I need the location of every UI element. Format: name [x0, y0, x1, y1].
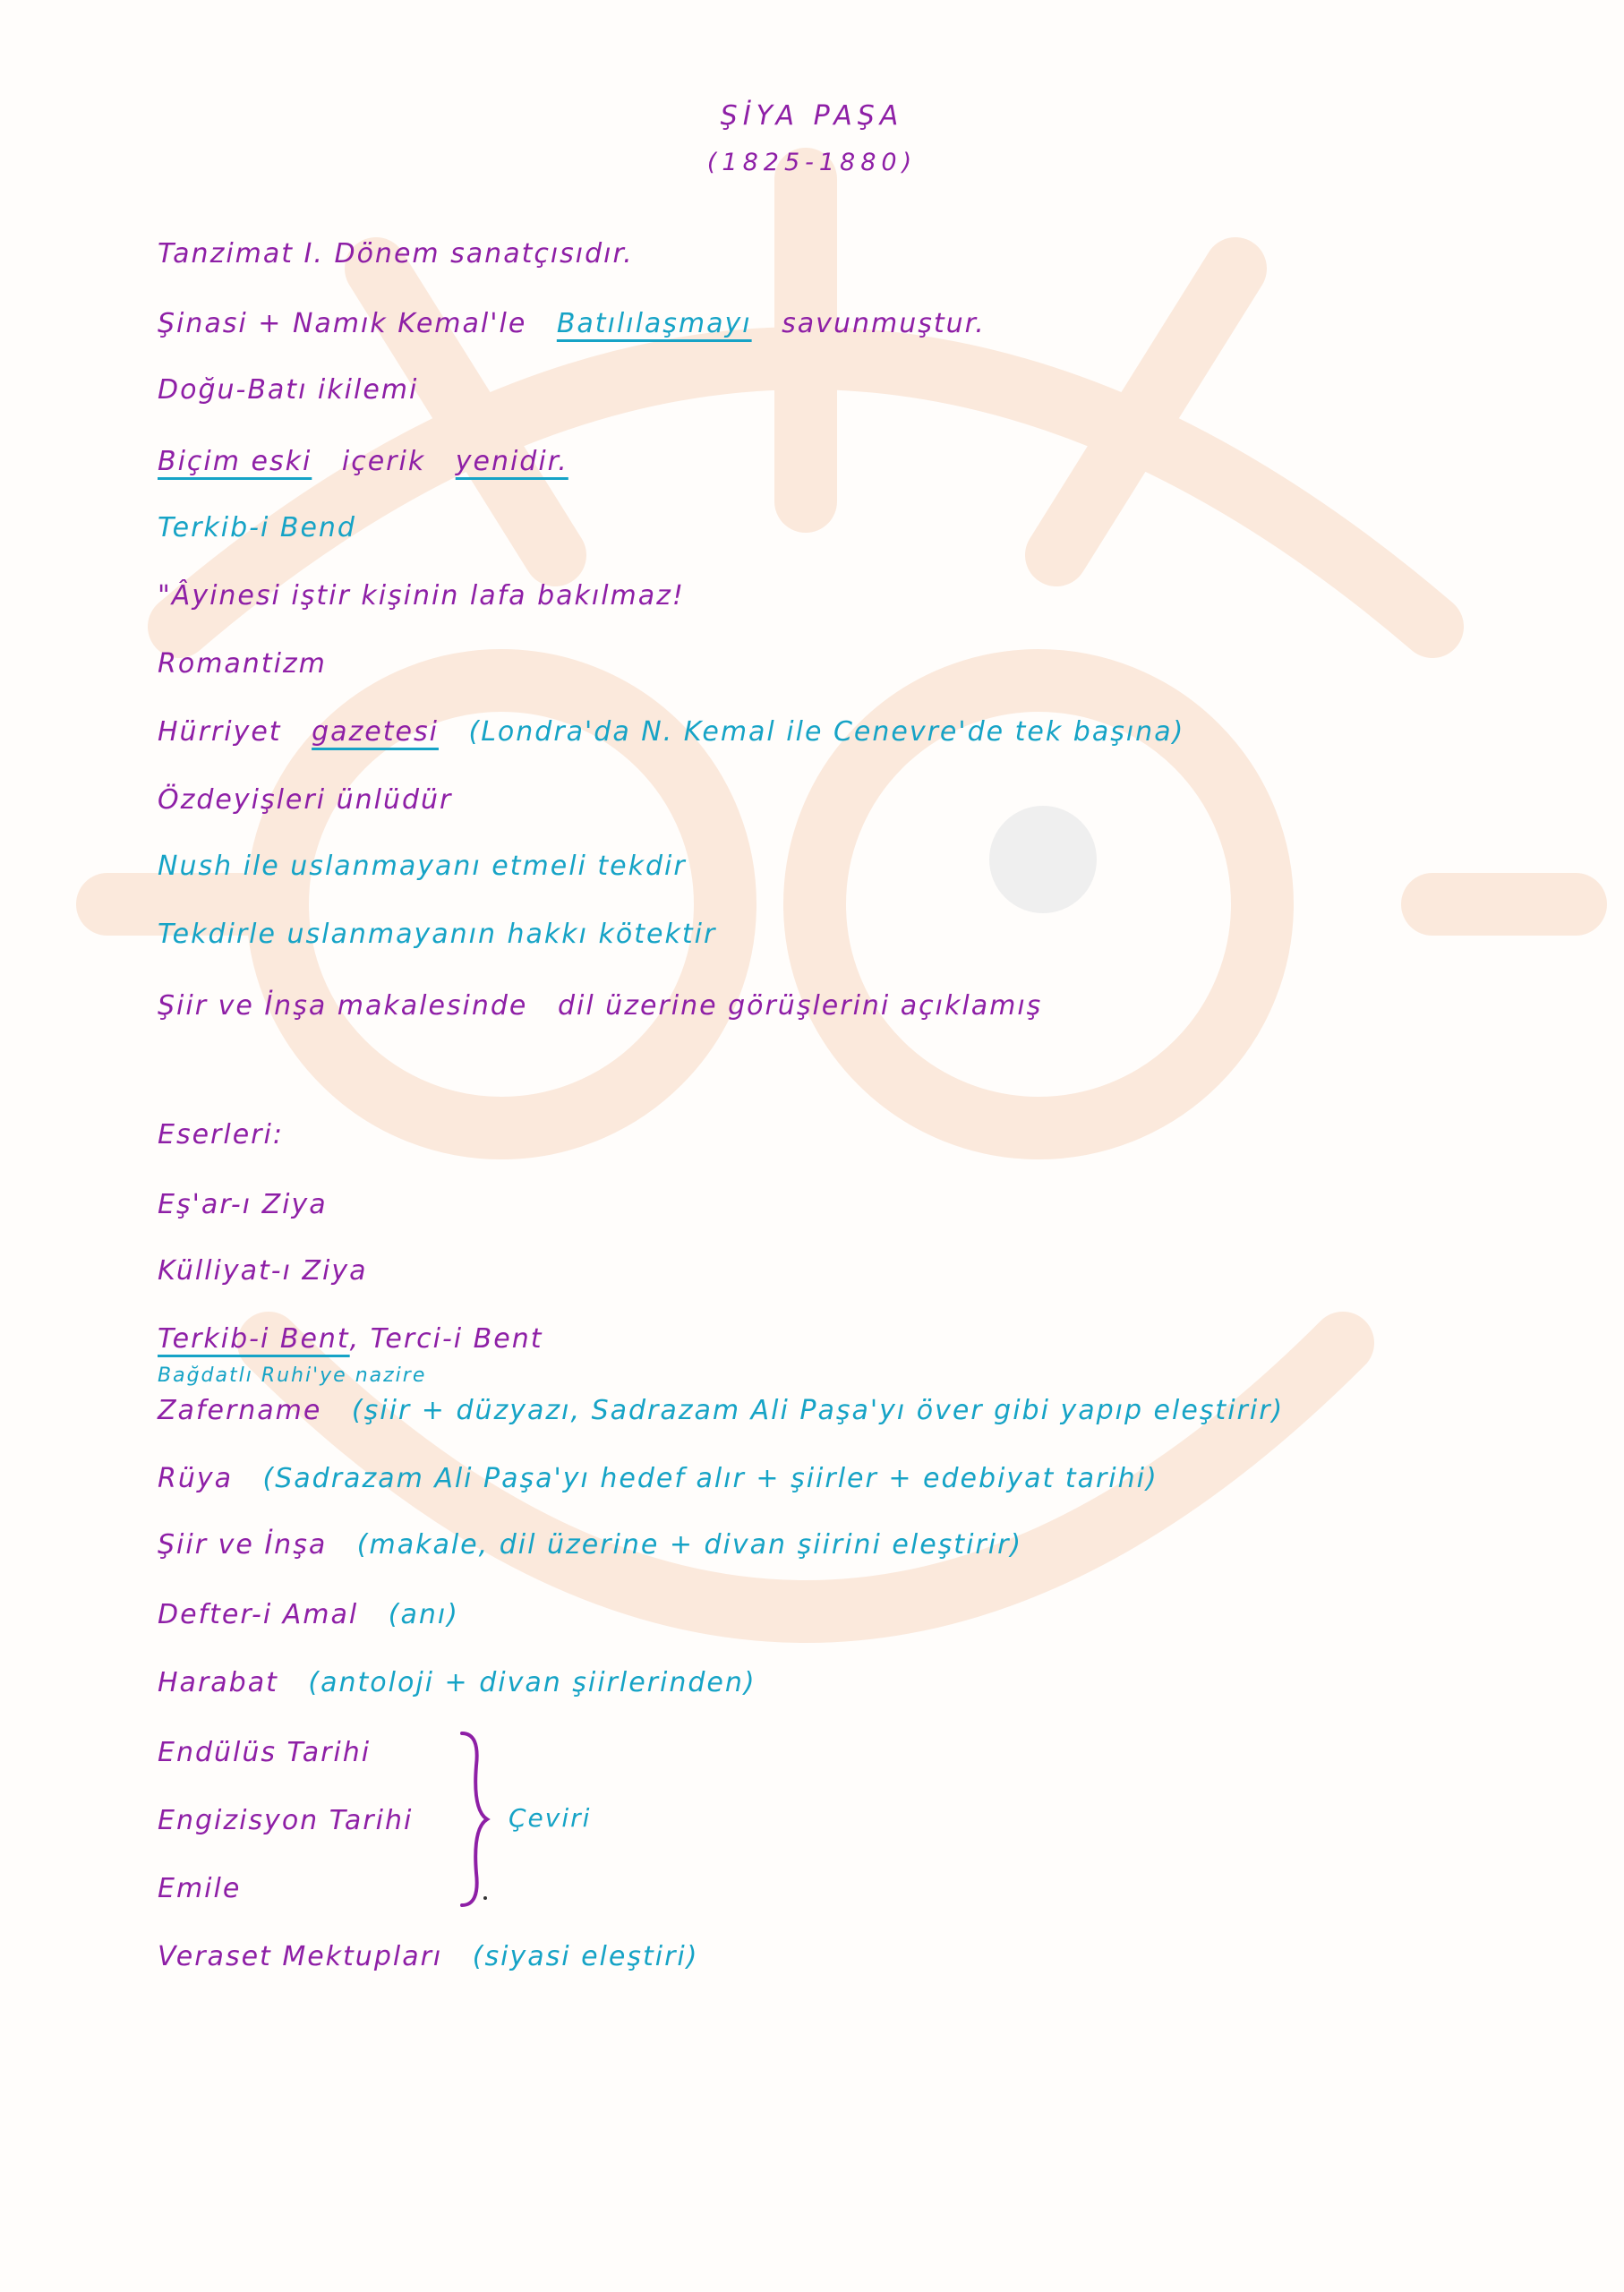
note-line-4-part-1: Biçim eski	[158, 446, 312, 477]
note-line-12-part-2: dil üzerine görüşlerini açıklamış	[557, 990, 1043, 1022]
work-item-7-desc: (anı)	[388, 1599, 459, 1630]
curly-brace-icon	[455, 1730, 491, 1909]
note-line-9: Özdeyişleri ünlüdür	[158, 784, 453, 816]
note-line-2-highlight: Batılılaşmayı	[556, 308, 752, 339]
work-item-4-title: Zafername	[158, 1395, 322, 1426]
note-line-1: Tanzimat I. Dönem sanatçısıdır.	[158, 238, 634, 269]
note-line-10: Nush ile uslanmayanı etmeli tekdir	[158, 851, 687, 882]
note-line-7: Romantizm	[158, 648, 327, 680]
note-line-8-part-3: (Londra'da N. Kemal ile Cenevre'de tek başına)	[468, 716, 1185, 748]
work-item-8-title: Harabat	[158, 1667, 278, 1698]
work-item-3	[158, 1323, 543, 1356]
note-line-12	[158, 990, 1042, 1022]
work-item-10: Engizisyon Tarihi	[158, 1805, 414, 1836]
work-item-5-title: Rüya	[158, 1463, 233, 1494]
ink-dot	[483, 1896, 487, 1900]
work-item-2: Külliyat-ı Ziya	[158, 1255, 368, 1287]
note-line-4-part-3: yenidir.	[455, 446, 568, 477]
note-line-12-part-1: Şiir ve İnşa makalesinde	[158, 990, 528, 1022]
note-line-8-part-2: gazetesi	[312, 716, 439, 748]
work-item-12-title: Veraset Mektupları	[158, 1941, 443, 1972]
translation-group-label: Çeviri	[509, 1803, 592, 1833]
page-subtitle-years: (1825-1880)	[706, 149, 918, 176]
work-item-7-title: Defter-i Amal	[158, 1599, 359, 1630]
note-line-3: Doğu-Batı ikilemi	[158, 374, 419, 406]
note-line-2	[158, 308, 986, 340]
page-title: ŞİYA PAŞA	[720, 100, 904, 132]
work-item-6	[158, 1529, 1022, 1561]
work-item-11: Emile	[158, 1873, 242, 1904]
note-line-8-part-1: Hürriyet	[158, 716, 282, 748]
work-item-3-part-1: Terkib-i Bent	[158, 1323, 350, 1355]
work-item-1: Eş'ar-ı Ziya	[158, 1189, 328, 1220]
work-item-12	[158, 1941, 698, 1973]
note-line-5: Terkib-i Bend	[158, 512, 356, 543]
works-heading: Eserleri:	[158, 1119, 284, 1150]
work-item-5	[158, 1463, 1158, 1495]
work-item-6-desc: (makale, dil üzerine + divan şiirini eleştirir)	[356, 1529, 1023, 1561]
work-item-3-part-2: , Terci-i Bent	[349, 1323, 543, 1355]
note-line-8	[158, 716, 1184, 748]
work-item-8	[158, 1667, 756, 1699]
work-item-7	[158, 1599, 459, 1631]
work-item-6-title: Şiir ve İnşa	[158, 1529, 328, 1561]
work-item-9: Endülüs Tarihi	[158, 1737, 372, 1768]
work-item-4-desc: (şiir + düzyazı, Sadrazam Ali Paşa'yı över gibi yapıp eleştirir)	[351, 1395, 1285, 1426]
work-item-5-desc: (Sadrazam Ali Paşa'yı hedef alır + şiirler + edebiyat tarihi)	[262, 1463, 1158, 1494]
note-line-6: "Âyinesi iştir kişinin lafa bakılmaz!	[158, 580, 685, 611]
note-line-2-end: savunmuştur.	[782, 308, 986, 339]
note-line-2-text: Şinasi + Namık Kemal'le	[158, 308, 527, 339]
work-item-3-note: Bağdatlı Ruhi'ye nazire	[158, 1364, 427, 1387]
work-item-4	[158, 1395, 1284, 1427]
note-line-4	[158, 446, 568, 478]
note-line-4-part-2: içerik	[341, 446, 426, 477]
work-item-12-desc: (siyasi eleştiri)	[472, 1941, 699, 1972]
work-item-8-desc: (antoloji + divan şiirlerinden)	[308, 1667, 756, 1698]
note-line-11: Tekdirle uslanmayanın hakkı kötektir	[158, 919, 717, 950]
